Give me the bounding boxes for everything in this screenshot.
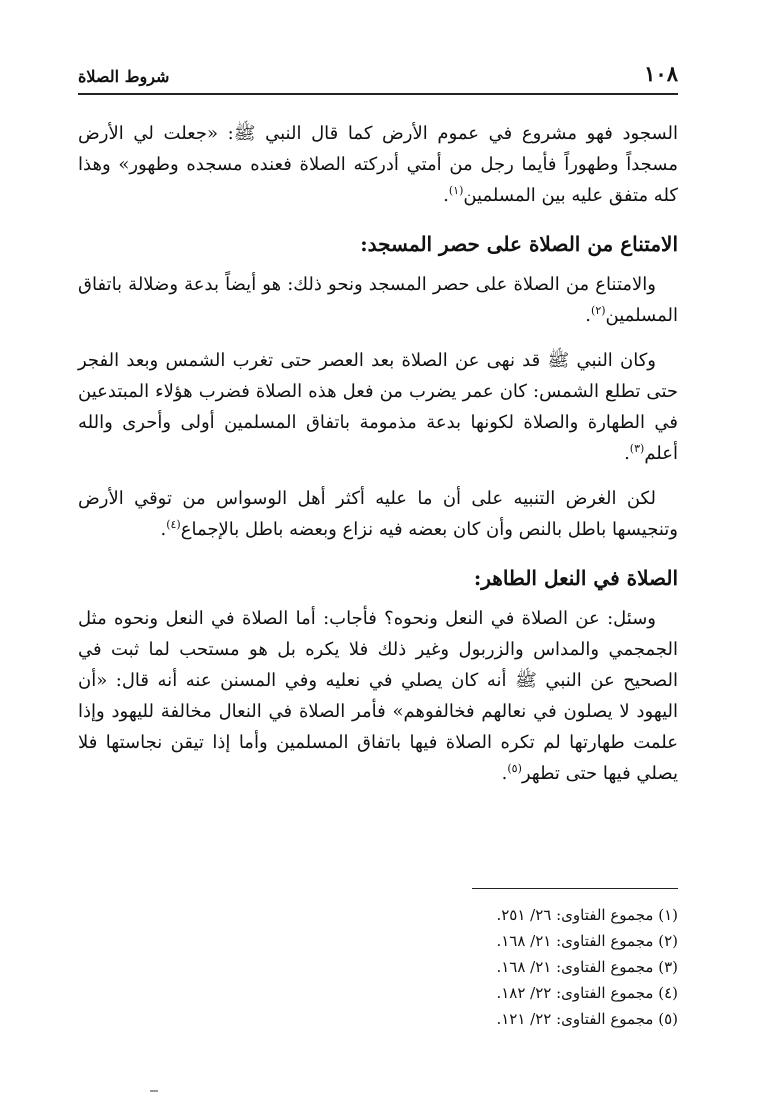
page-header: [78, 56, 678, 86]
paragraph-2: والامتناع من الصلاة على حصر المسجد ونحو ذلك: هو أيضاً بدعة وضلالة باتفاق المسلمين$^{(٢)}$.: [78, 274, 678, 326]
footnote-divider: [472, 888, 678, 889]
footnote-ref-2: (٢): [591, 304, 606, 317]
section-heading-2: الصلاة في النعل الطاهر:: [473, 566, 678, 590]
footnote-item: (٤) مجموع الفتاوى: ٢٢/ ١٨٢.: [496, 984, 678, 1002]
paragraph-3: وكان النبي ﷺ قد نهى عن الصلاة بعد العصر حتى تغرب الشمس وبعد الفجر حتى تطلع الشمس: كان عمر يضرب من فعل هذه الصلاة فضرب هؤلاء المبتدعين في الطهارة والصلاة لكونها بدعة مذمومة باتفاق المسلمين أولى وأحرى والله أعلم$^{(٣)}$.: [78, 350, 678, 464]
section-heading-1: الامتناع من الصلاة على حصر المسجد:: [360, 232, 678, 256]
footnotes-list: [78, 902, 678, 1032]
paragraph-1: السجود فهو مشروع في عموم الأرض كما قال النبي ﷺ: «جعلت لي الأرض مسجداً وطهوراً فأيما رجل من أمتي أدركته الصلاة فعنده مسجده وطهور» وهذا كله متفق عليه بين المسلمين$^{(١)}$.: [78, 123, 678, 206]
footnote-ref-1: (١): [448, 184, 464, 197]
footnote-ref-3: (٣): [629, 442, 645, 455]
footnote-item: (٥) مجموع الفتاوى: ٢٢/ ١٢١.: [496, 1010, 678, 1028]
footnote-ref-4: (٤): [166, 518, 181, 531]
footnote-item: (٢) مجموع الفتاوى: ٢١/ ١٦٨.: [496, 932, 678, 950]
page-number: ١٠٨: [644, 61, 678, 86]
running-title: شروط الصلاة: [78, 67, 170, 86]
footnote-item: (١) مجموع الفتاوى: ٢٦/ ٢٥١.: [496, 906, 678, 924]
paragraph-5: وسئل: عن الصلاة في النعل ونحوه؟ فأجاب: أما الصلاة في النعل ونحوه مثل الجمجمي والمداس والزربول وغير ذلك فلا يكره بل هو مستحب لما ثبت في الصحيح عن النبي ﷺ أنه كان يصلي في نعليه وفي المسنن عنه أنه قال: «أن اليهود لا يصلون في نعالهم فخالفوهم» فأمر الصلاة في النعال مخالفة لليهود وإذا علمت طهارتها لم تكره الصلاة فيها باتفاق المسلمين وأما إذا تيقن نجاستها فلا يصلي فيها حتى تطهر$^{(٥)}$.: [78, 608, 678, 784]
scan-speck: [150, 1090, 158, 1092]
footnote-ref-5: (٥): [507, 762, 522, 775]
main-text: [78, 118, 678, 803]
footnote-item: (٣) مجموع الفتاوى: ٢١/ ١٦٨.: [496, 958, 678, 976]
header-divider: [78, 93, 678, 95]
paragraph-4: لكن الغرض التنبيه على أن ما عليه أكثر أهل الوسواس من توقي الأرض وتنجيسها باطل بالنص وأن كان بعضه فيه نزاع وبعضه باطل بالإجماع$^{(٤)}$.: [78, 488, 678, 540]
